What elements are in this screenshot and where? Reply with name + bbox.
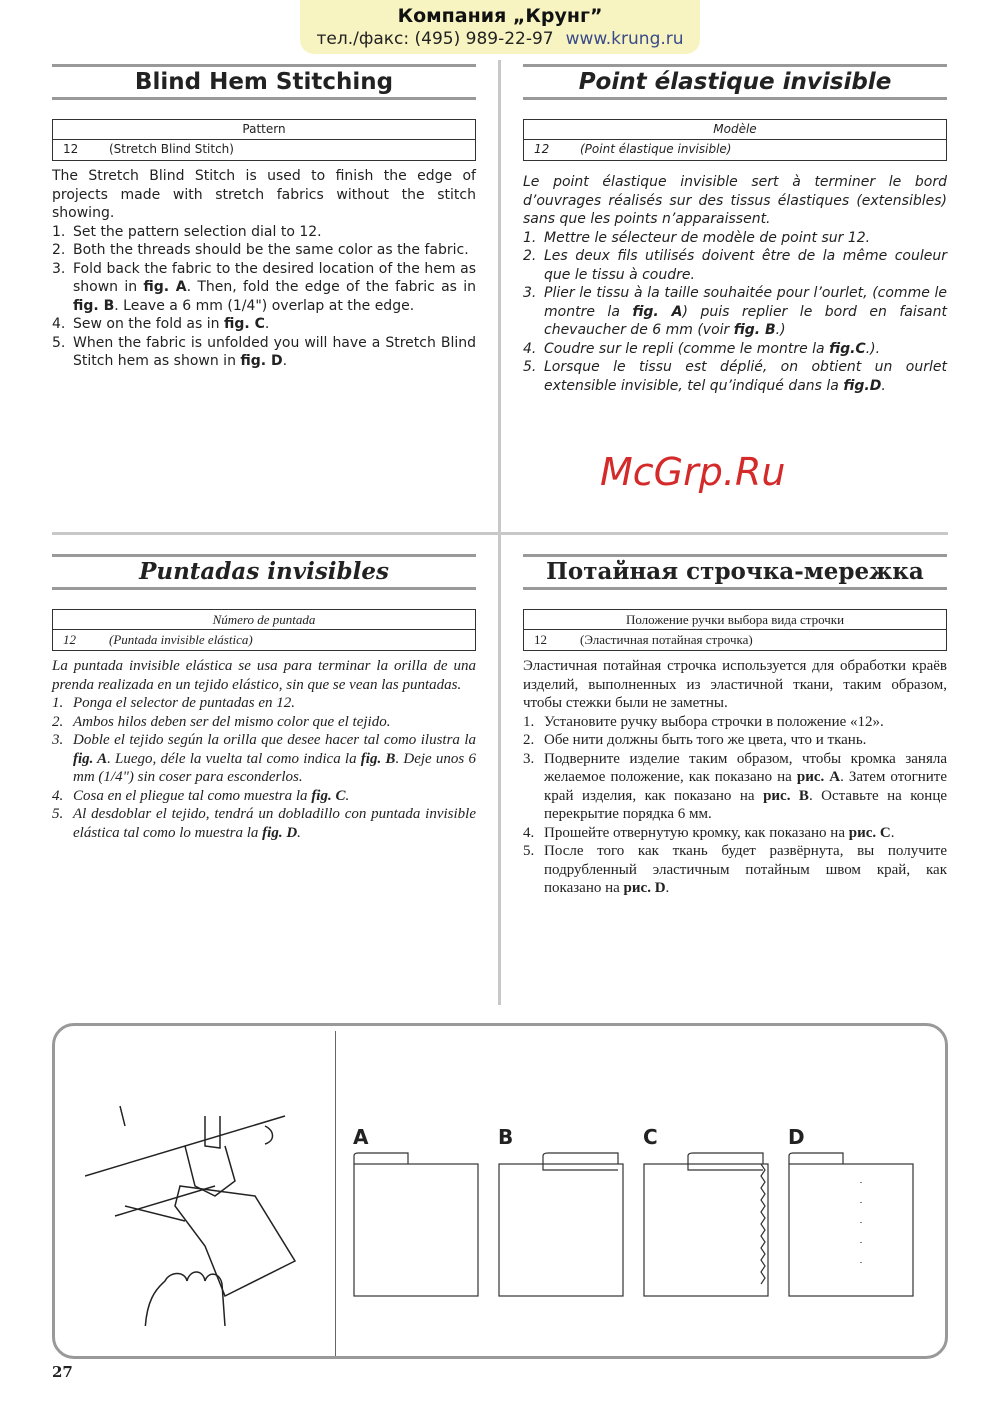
pattern-number: 12	[63, 632, 76, 647]
step-text: ) puis replier le bord en faisant chevaucher de 6 mm (voir	[544, 303, 947, 338]
step-item	[52, 787, 476, 806]
figure-label: D	[788, 1125, 805, 1149]
step-number: 4.	[523, 340, 537, 357]
instructions	[52, 657, 476, 842]
step-number: 5.	[52, 334, 66, 351]
instructions	[523, 657, 947, 898]
figure-ref: рис. B	[763, 787, 809, 804]
figure-ref: рис. C	[848, 824, 891, 841]
figure-ref: fig.D	[843, 377, 882, 394]
step-number: 1.	[523, 229, 537, 246]
step-text: When the fabric is unfolded you will have a Stretch Blind Stitch hem as shown in	[73, 334, 476, 369]
hem-diagram-d	[788, 1152, 923, 1306]
pattern-name: (Stretch Blind Stitch)	[109, 142, 234, 156]
step-item	[523, 842, 947, 898]
intro-text: Эластичная потайная строчка используется для обработки краёв изделий, выполненных из эластичной ткани, таким образом, чтобы стежки были не заметны.	[523, 658, 947, 711]
page-number: 27	[52, 1363, 73, 1381]
step-text: Прошейте отвернутую кромку, как показано на	[544, 824, 849, 841]
section-title: Потайная строчка-мережка	[523, 554, 947, 590]
pattern-table	[52, 119, 476, 161]
step-number: 2.	[52, 242, 66, 258]
section-title: Point élastique invisible	[523, 64, 947, 100]
step-item	[523, 247, 947, 284]
figure-ref: fig. C	[311, 787, 346, 804]
step-text: Cosa en el pliegue tal como muestra la	[73, 787, 312, 804]
pattern-name: (Puntada invisible elástica)	[109, 632, 253, 647]
figure-ref: fig. C	[223, 316, 265, 332]
step-text: Установите ручку выбора строчки в положение «12».	[544, 713, 884, 730]
step-number: 2.	[523, 732, 535, 748]
step-text: . Luego, déle la vuelta tal como indica la	[107, 750, 361, 767]
step-text: Plier le tissu à la taille souhaitée pour l’ourlet, (comme le montre la	[544, 285, 947, 320]
intro-text: The Stretch Blind Stitch is used to finish the edge of projects made with stretch fabrics without the stitch showing.	[52, 168, 476, 221]
step-text: .	[297, 824, 301, 841]
step-text: .	[345, 787, 350, 804]
step-item	[523, 284, 947, 340]
step-item	[52, 805, 476, 842]
step-item	[523, 731, 947, 750]
figure-ref: fig. B	[360, 750, 396, 767]
step-number: 1.	[523, 713, 535, 730]
step-number: 2.	[52, 713, 64, 730]
step-text: .	[665, 880, 670, 896]
step-text: .	[881, 377, 886, 394]
step-item	[52, 315, 476, 334]
horizontal-divider	[52, 532, 948, 535]
section-fr	[523, 64, 947, 395]
pattern-number: 12	[534, 632, 547, 647]
pattern-number: 12	[63, 142, 79, 156]
step-text: Set the pattern selection dial to 12.	[73, 223, 322, 240]
table-header: Положение ручки выбора вида строчки	[524, 610, 946, 630]
step-text: Coudre sur le repli (comme le montre la	[544, 340, 830, 357]
step-text: Ambos hilos deben ser del mismo color que el tejido.	[73, 713, 391, 730]
step-item	[52, 334, 476, 371]
pattern-table	[523, 609, 947, 651]
step-text: . Leave a 6 mm (1/4") overlap at the edge.	[114, 297, 415, 314]
step-text: Both the threads should be the same color as the fabric.	[73, 242, 469, 258]
company-banner	[300, 0, 700, 54]
step-item	[523, 358, 947, 395]
step-text: Al desdoblar el tejido, tendrá un dobladillo con puntada invisible elástica tal como lo muestra la	[73, 806, 476, 841]
step-number: 1.	[52, 223, 66, 240]
step-item	[523, 229, 947, 248]
figure-ref: fig. B	[733, 322, 776, 338]
step-item	[52, 241, 476, 260]
step-item	[52, 260, 476, 316]
step-text: .	[264, 316, 270, 332]
step-text: После того как ткань будет развёрнута, вы получите подрубленный эластичным потайным швом край, как показано на	[544, 843, 947, 896]
step-text: . Оставьте на конце перекрытие порядка 6 мм.	[544, 787, 948, 822]
figure-label: B	[498, 1125, 514, 1149]
pattern-table	[523, 119, 947, 161]
figure-ref: fig. A	[143, 279, 187, 295]
step-number: 4.	[52, 787, 64, 804]
pattern-table	[52, 609, 476, 651]
step-item	[523, 713, 947, 732]
step-text: Обе нити должны быть того же цвета, что и ткань.	[544, 732, 867, 748]
website-link[interactable]: www.krung.ru	[565, 29, 684, 49]
figure-label: A	[353, 1125, 369, 1149]
step-text: Les deux fils utilisés doivent être de la même couleur que le tissu à coudre.	[544, 248, 947, 283]
pattern-name: (Эластичная потайная строчка)	[580, 632, 753, 647]
step-item	[523, 824, 947, 843]
figure-ref: fig. A	[632, 303, 683, 320]
step-number: 2.	[523, 248, 537, 264]
figure-ref: fig. D	[240, 353, 283, 369]
step-item	[523, 750, 947, 824]
step-text: .)	[775, 322, 786, 338]
step-number: 3.	[52, 732, 64, 748]
step-text: Mettre le sélecteur de modèle de point sur 12.	[544, 229, 871, 246]
figure-ref: fig. D	[262, 824, 298, 841]
step-text: . Then, fold the edge of the fabric as in	[186, 279, 476, 295]
sewing-machine-illustration	[85, 1086, 325, 1326]
step-item	[52, 731, 476, 787]
step-number: 5.	[523, 359, 537, 375]
step-number: 3.	[52, 260, 66, 277]
company-name: Компания „Крунг”	[397, 5, 603, 27]
watermark: McGrp.Ru	[600, 450, 786, 494]
instructions	[523, 173, 947, 395]
figure-ref: fig.C	[829, 340, 866, 357]
phone: тел./факс: (495) 989-22-97	[316, 29, 554, 49]
step-number: 4.	[523, 824, 535, 841]
step-number: 1.	[52, 695, 64, 711]
hem-diagram-c	[643, 1152, 778, 1306]
instructions	[52, 167, 476, 371]
hem-diagram-a	[353, 1152, 488, 1306]
step-text: . Deje unos 6 mm (1/4") sin coser para esconderlos.	[73, 750, 476, 785]
pattern-name: (Point élastique invisible)	[580, 142, 732, 156]
step-number: 5.	[523, 843, 535, 859]
pattern-number: 12	[534, 142, 550, 156]
figure-ref: рис. A	[796, 769, 841, 785]
figure-ref: рис. D	[623, 880, 666, 896]
step-text: Sew on the fold as in	[73, 316, 224, 332]
hem-diagram-b	[498, 1152, 633, 1306]
step-text: .).	[865, 340, 881, 357]
figure-ref: fig. B	[73, 297, 115, 314]
step-text: Ponga el selector de puntadas en 12.	[73, 695, 296, 711]
illustration-panel	[52, 1023, 948, 1359]
section-title: Puntadas invisibles	[52, 554, 476, 590]
step-text: .	[282, 353, 288, 369]
table-header: Modèle	[524, 120, 946, 140]
figure-ref: fig. A	[73, 750, 108, 767]
step-number: 3.	[523, 285, 537, 301]
section-title: Blind Hem Stitching	[52, 64, 476, 100]
step-item	[523, 340, 947, 359]
step-text: Doble el tejido según la orilla que desee hacer tal como ilustra la	[73, 732, 476, 748]
step-text: Lorsque le tissu est déplié, on obtient un ourlet extensible invisible, tel qu’indiqué dans la	[544, 359, 947, 394]
table-header: Pattern	[53, 120, 475, 140]
table-header: Número de puntada	[53, 610, 475, 630]
intro-text: Le point élastique invisible sert à terminer le bord d’ouvrages réalisés sur des tissus élastiques (extensibles) sans que les points n’apparaissent.	[523, 174, 947, 227]
step-number: 3.	[523, 750, 535, 767]
section-es	[52, 554, 476, 842]
figure-label: C	[643, 1125, 658, 1149]
step-item	[52, 713, 476, 732]
intro-text: La puntada invisible elástica se usa para terminar la orilla de una prenda realizada en un tejido elástico, sin que se vean las puntadas.	[52, 658, 476, 693]
step-item	[52, 694, 476, 713]
section-en	[52, 64, 476, 371]
section-ru	[523, 554, 947, 898]
step-number: 4.	[52, 316, 66, 332]
step-item	[52, 223, 476, 242]
step-number: 5.	[52, 806, 64, 822]
step-text: .	[890, 824, 895, 841]
step-text: Подверните изделие таким образом, чтобы кромка заняла желаемое положение, как показано на	[544, 750, 947, 785]
step-text: . Затем отогните край изделия, как показано на	[544, 769, 947, 804]
panel-divider	[335, 1031, 336, 1356]
step-text: Fold back the fabric to the desired location of the hem as shown in	[73, 260, 476, 295]
